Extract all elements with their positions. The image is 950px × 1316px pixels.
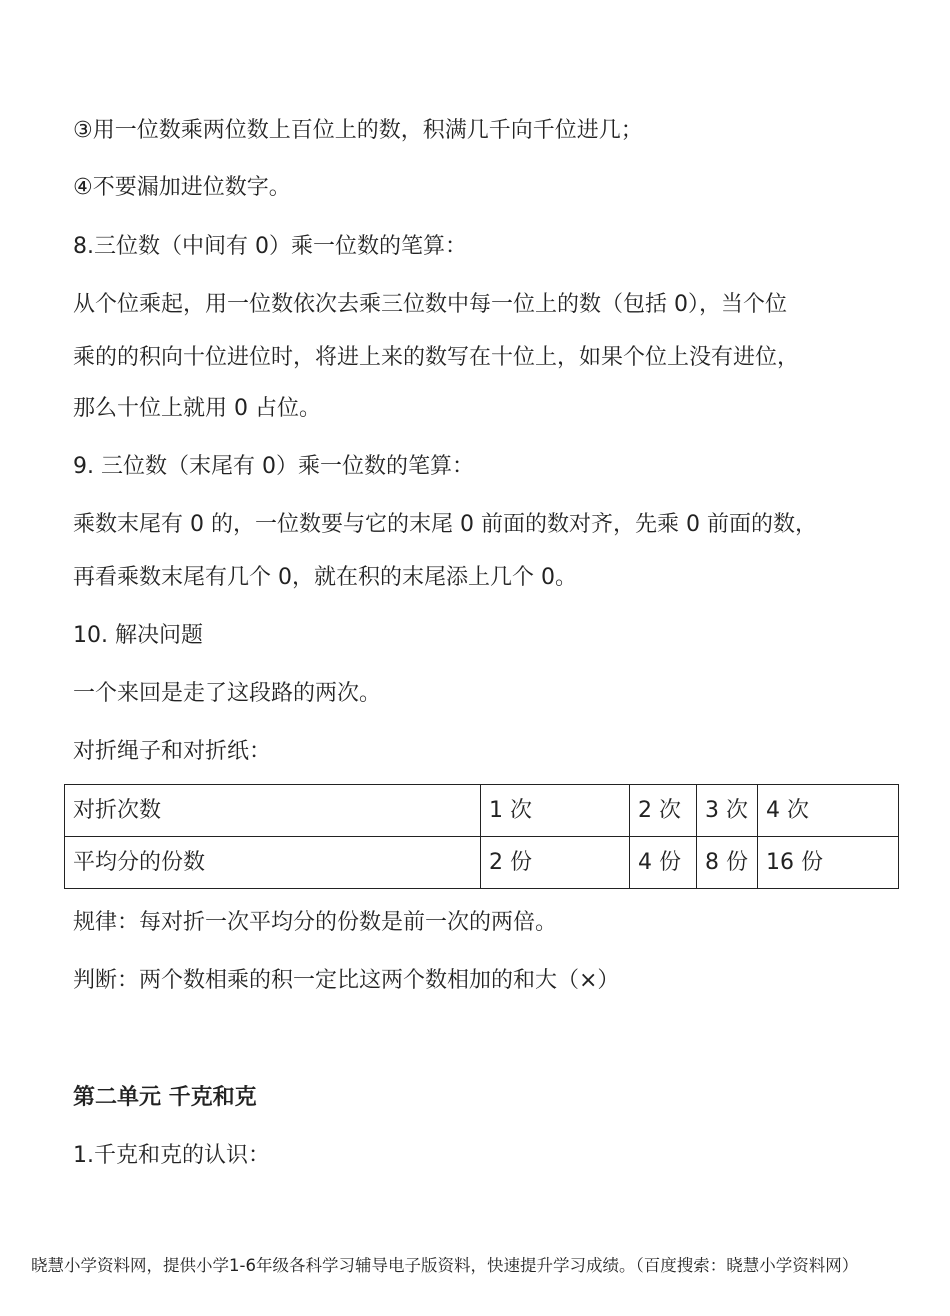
text-line: 对折绳子和对折纸： (73, 739, 272, 764)
table-cell: 3 次 (697, 785, 758, 837)
section-heading: 1.千克和克的认识： (73, 1143, 270, 1168)
text-line: ④不要漏加进位数字。 (73, 175, 291, 200)
text-line: 一个来回是走了这段路的两次。 (73, 681, 382, 706)
text-line: 那么十位上就用 0 占位。 (73, 396, 321, 421)
section-heading: 9. 三位数（末尾有 0）乘一位数的笔算： (73, 454, 474, 479)
table-cell: 2 份 (481, 837, 630, 889)
text-line: 从个位乘起，用一位数依次去乘三位数中每一位上的数（包括 0），当个位 (73, 292, 787, 317)
text-line: ③用一位数乘两位数上百位上的数，积满几千向千位进几； (73, 118, 643, 143)
section-heading: 10. 解决问题 (73, 623, 203, 648)
section-heading: 8.三位数（中间有 0）乘一位数的笔算： (73, 234, 467, 259)
table-cell: 2 次 (630, 785, 697, 837)
text-line: 再看乘数末尾有几个 0，就在积的末尾添上几个 0。 (73, 565, 577, 590)
text-line: 规律：每对折一次平均分的份数是前一次的两倍。 (73, 910, 558, 935)
table-row (65, 837, 899, 889)
text-line: 乘的的积向十位进位时，将进上来的数写在十位上，如果个位上没有进位， (73, 345, 800, 370)
text-line: 乘数末尾有 0 的，一位数要与它的末尾 0 前面的数对齐，先乘 0 前面的数， (73, 512, 817, 537)
table-cell: 4 次 (758, 785, 899, 837)
unit-title: 第二单元 千克和克 (73, 1085, 257, 1110)
page-footer: 晓慧小学资料网，提供小学1-6年级各科学习辅导电子版资料，快速提升学习成绩。（百度搜索：晓慧小学资料网） (31, 1256, 859, 1275)
table-cell: 16 份 (758, 837, 899, 889)
table-cell: 4 份 (630, 837, 697, 889)
table-cell: 1 次 (481, 785, 630, 837)
table-cell: 对折次数 (65, 785, 481, 837)
table-cell: 8 份 (697, 837, 758, 889)
table-row (65, 785, 899, 837)
text-line: 判断：两个数相乘的积一定比这两个数相加的和大（×） (73, 968, 620, 993)
table-cell: 平均分的份数 (65, 837, 481, 889)
folding-table (64, 784, 899, 889)
